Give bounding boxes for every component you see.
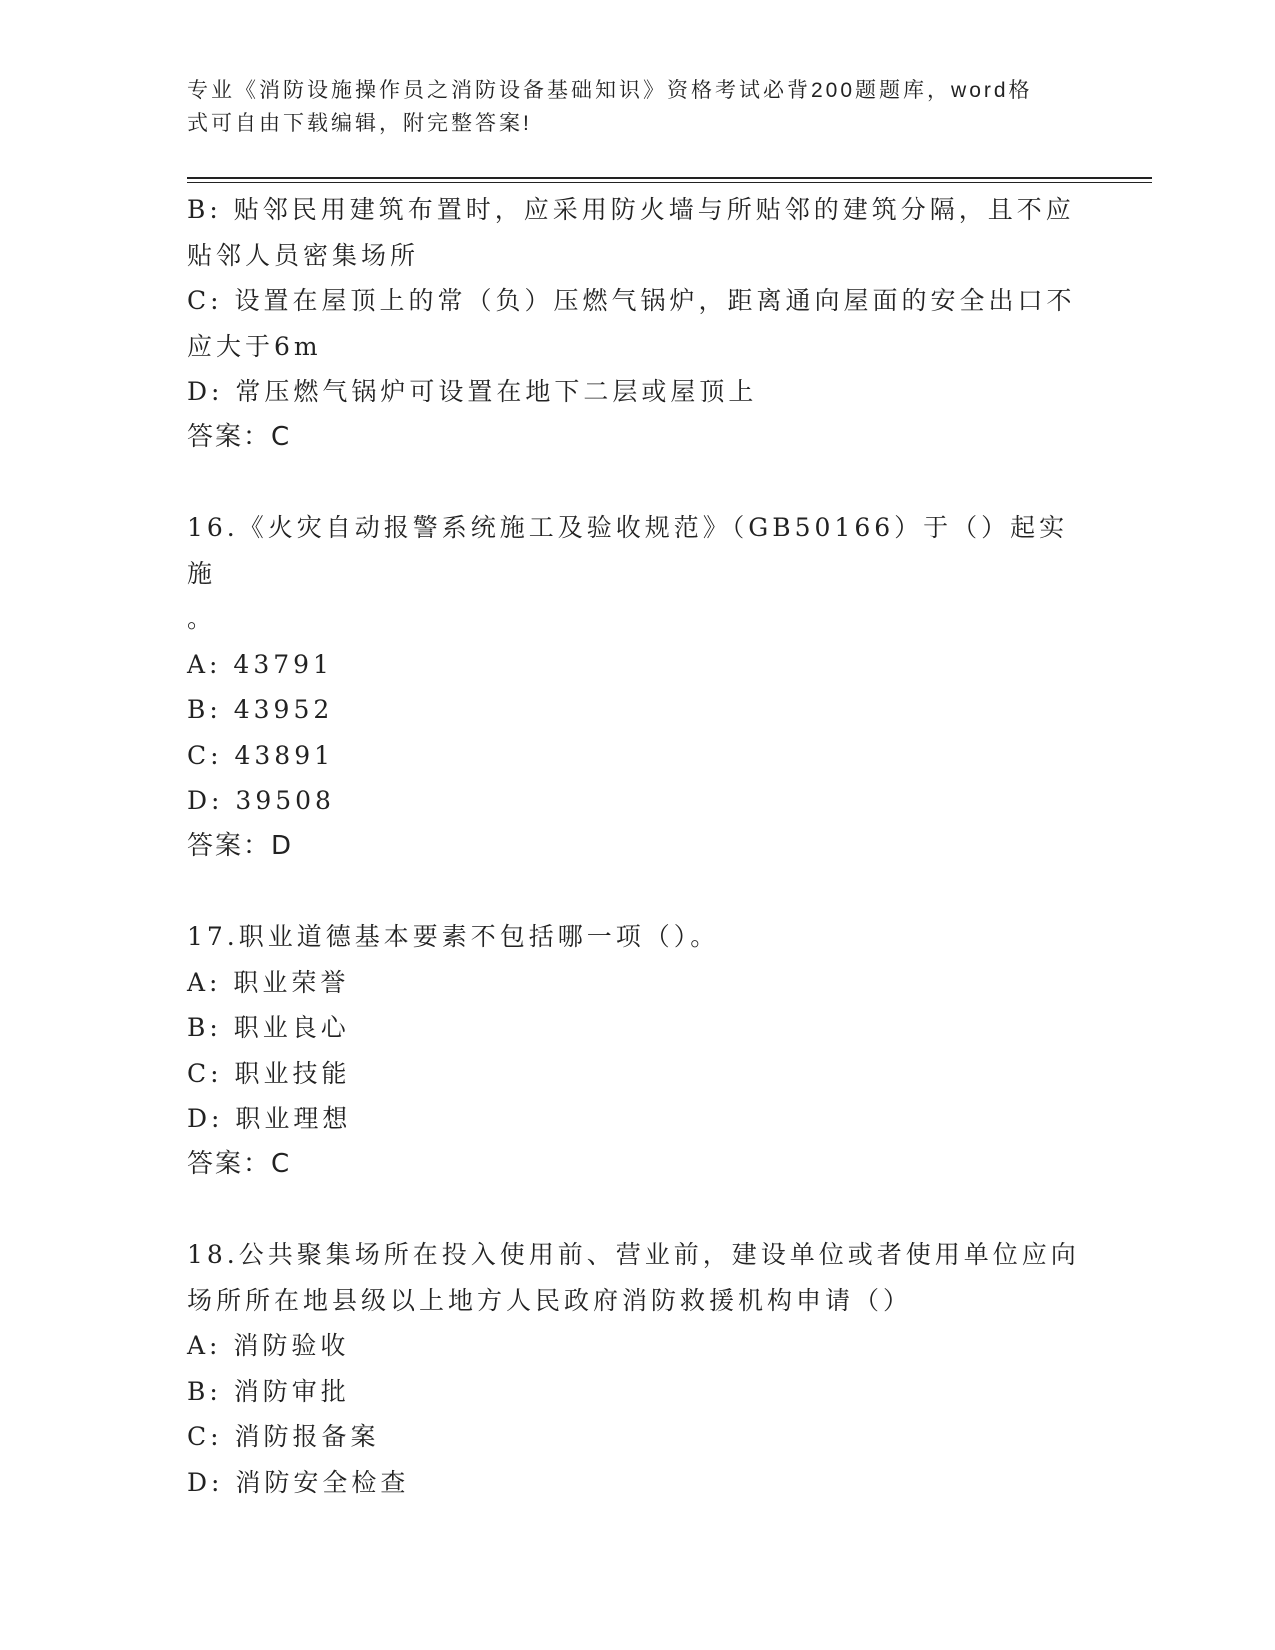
question-15-block xyxy=(187,187,1087,460)
q17-option-a: A: 职业荣誉 xyxy=(187,967,350,997)
q16-option-a: A: 43791 xyxy=(187,649,333,679)
q16-question-line-2: 。 xyxy=(187,604,217,633)
q16-option-c: C: 43891 xyxy=(187,740,335,770)
spacer xyxy=(187,460,1087,505)
q18-question-line-2: 场所所在地县级以上地方人民政府消防救援机构申请（） xyxy=(187,1285,913,1315)
q17-option-d: D: 职业理想 xyxy=(187,1104,352,1133)
q18-option-a: A: 消防验收 xyxy=(187,1331,350,1360)
q15-option-b-line-1: B: 贴邻民用建筑布置时，应采用防火墙与所贴邻的建筑分隔，且不应 xyxy=(187,195,1075,224)
question-18-block xyxy=(187,1232,1087,1505)
q17-answer: 答案：C xyxy=(187,1148,292,1179)
q18-option-d: D: 消防安全检查 xyxy=(187,1467,410,1497)
document-header xyxy=(187,74,1087,140)
spacer xyxy=(187,1187,1087,1232)
spacer xyxy=(187,869,1087,914)
q16-question-line-1: 16.《火灾自动报警系统施工及验收规范》（GB50166）于（）起实施 xyxy=(187,513,1069,588)
q16-option-d: D: 39508 xyxy=(187,786,335,815)
q17-option-c: C: 职业技能 xyxy=(187,1058,351,1088)
q15-option-c-line-2: 应大于6m xyxy=(187,331,322,361)
q15-option-b-line-2: 贴邻人员密集场所 xyxy=(187,240,420,270)
header-line-2: 式可自由下载编辑，附完整答案! xyxy=(187,112,532,135)
q15-answer: 答案：C xyxy=(187,421,292,452)
q18-question-line-1: 18.公共聚集场所在投入使用前、营业前，建设单位或者使用单位应向 xyxy=(187,1240,1080,1269)
question-16-block xyxy=(187,505,1087,869)
q15-option-c-line-1: C: 设置在屋顶上的常（负）压燃气锅炉，距离通向屋面的安全出口不 xyxy=(187,286,1076,315)
document-body xyxy=(187,187,1087,1505)
header-line-1: 专业《消防设施操作员之消防设备基础知识》资格考试必背200题题库，word格 xyxy=(187,79,1033,102)
q17-question: 17.职业道德基本要素不包括哪一项（）。 xyxy=(187,922,720,951)
q16-option-b: B: 43952 xyxy=(187,695,334,724)
header-divider-thin xyxy=(187,182,1152,183)
q16-answer: 答案：D xyxy=(187,830,294,861)
question-17-block xyxy=(187,914,1087,1187)
header-divider-thick xyxy=(187,177,1152,179)
q18-option-c: C: 消防报备案 xyxy=(187,1422,380,1451)
q18-option-b: B: 消防审批 xyxy=(187,1376,350,1406)
q17-option-b: B: 职业良心 xyxy=(187,1013,350,1042)
q15-option-d: D: 常压燃气锅炉可设置在地下二层或屋顶上 xyxy=(187,377,758,406)
